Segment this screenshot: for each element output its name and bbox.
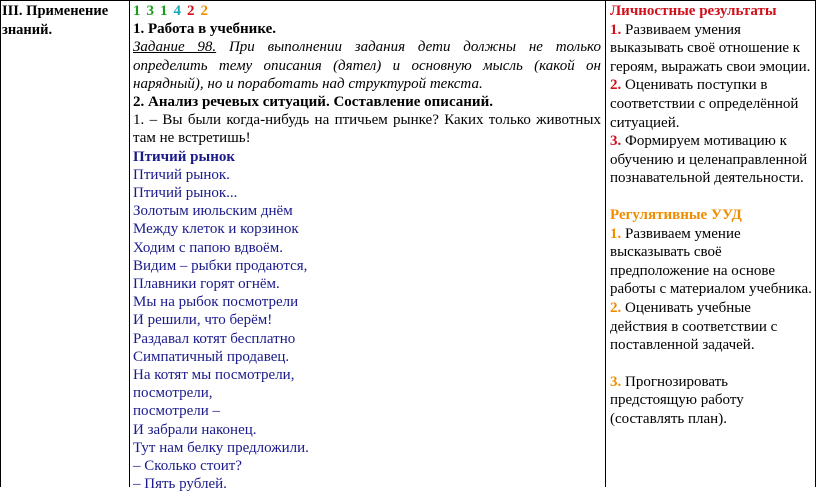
personal-item: [610, 76, 812, 132]
poem-line: – Пять рублей.: [133, 476, 227, 493]
spacer: [610, 355, 812, 373]
poem-title: Птичий рынок: [133, 148, 236, 165]
item-number: 2.: [610, 77, 622, 94]
score-digit: 3: [146, 3, 154, 19]
score-digit: 1: [160, 3, 168, 19]
poem-line: посмотрели,: [133, 385, 213, 402]
poem-line: – Сколько стоит?: [133, 458, 242, 475]
item-text: Развиваем умение высказывать своё предположение на основе работы с материалом учебника.: [610, 225, 812, 298]
regulatory-item: [610, 225, 812, 299]
item-text: Оценивать учебные действия в соответствии с поставленной задачей.: [610, 299, 778, 354]
stage-title: III. Применение знаний.: [2, 3, 109, 38]
regulatory-item: [610, 373, 812, 429]
item-number: 3.: [610, 373, 622, 390]
item-number: 1.: [610, 21, 622, 38]
score-digits: [133, 2, 601, 20]
table-top-border: [0, 0, 816, 1]
poem-line: Тут нам белку предложили.: [133, 439, 309, 456]
poem-line: Видим – рыбки продаются,: [133, 257, 308, 274]
poem: [133, 148, 601, 493]
item-text: Оценивать поступки в соответствии с определённой ситуацией.: [610, 77, 799, 131]
poem-line: И решили, что берём!: [133, 312, 273, 329]
poem-line: Раздавал котят бесплатно: [133, 330, 296, 347]
personal-item: [610, 132, 812, 188]
score-digit: 1: [133, 3, 141, 19]
task-paragraph: [133, 38, 601, 93]
poem-line: Мы на рыбок посмотрели: [133, 294, 299, 311]
item-text: Прогнозировать предстоящую работу (составлять план).: [610, 373, 744, 427]
stage-cell: [2, 2, 126, 40]
spacer: [610, 188, 812, 206]
personal-results-title: Личностные результаты: [610, 3, 777, 19]
poem-line: Плавники горят огнём.: [133, 276, 280, 293]
content-cell: [133, 2, 601, 493]
poem-line: Птичий рынок.: [133, 166, 230, 183]
poem-line: Ходим с папою вдвоём.: [133, 239, 283, 256]
regulatory-item: [610, 299, 812, 355]
poem-line: посмотрели –: [133, 403, 221, 420]
item-number: 3.: [610, 133, 622, 150]
poem-line: Золотым июльским днём: [133, 203, 293, 220]
item-number: 2.: [610, 299, 622, 316]
item-text: Формируем мотивацию к обучению и целенаправленной познавательной деятельности.: [610, 133, 808, 187]
poem-line: И забрали наконец.: [133, 421, 257, 438]
personal-item: [610, 21, 812, 77]
item-number: 1.: [610, 225, 622, 242]
column-divider-2: [605, 0, 606, 487]
column-divider-1: [129, 0, 130, 487]
results-cell: [610, 2, 812, 428]
score-digit: 2: [200, 3, 208, 19]
question-text: 1. – Вы были когда-нибудь на птичьем рынке? Каких только животных там не встретишь!: [133, 112, 601, 147]
poem-line: Птичий рынок...: [133, 185, 238, 202]
score-digit: 2: [187, 3, 195, 19]
heading-textbook-work: 1. Работа в учебнике.: [133, 21, 276, 38]
heading-speech-analysis: 2. Анализ речевых ситуаций. Составление описаний.: [133, 94, 493, 111]
poem-line: Между клеток и корзинок: [133, 221, 299, 238]
table-left-border: [0, 0, 1, 487]
poem-line: На котят мы посмотрели,: [133, 367, 295, 384]
task-text: При выполнении задания дети должны не только определить тему описания (дятел) и основную мысль (какой он нарядный), но и поработать над структурой текста.: [133, 39, 601, 92]
item-text: Развиваем умения выказывать своё отношение к героям, выражать свои эмоции.: [610, 21, 811, 75]
score-digit: 4: [173, 3, 181, 19]
task-label: Задание 98.: [133, 39, 217, 56]
poem-line: Симпатичный продавец.: [133, 348, 290, 365]
regulatory-title: Регулятивные УУД: [610, 206, 742, 223]
